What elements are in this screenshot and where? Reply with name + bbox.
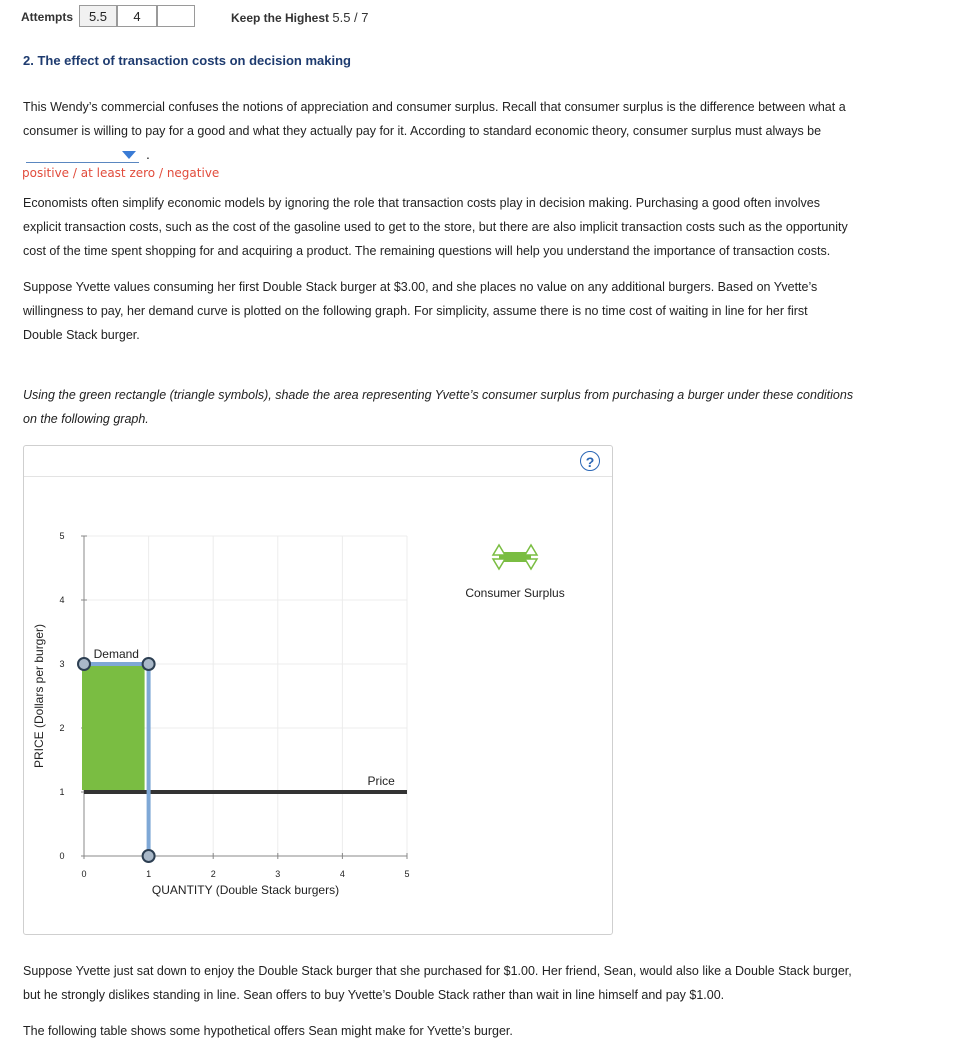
help-icon[interactable]: ?: [580, 451, 600, 471]
graph-panel: [23, 445, 613, 935]
keep-label: Keep the Highest: [231, 11, 330, 25]
triangle-handle-icon: [493, 559, 505, 569]
attempt-empty-box: [157, 5, 195, 27]
paragraph-line: consumer is willing to pay for a good and what they actually pay for it. According to standard economic theory, consumer surplus must always be: [23, 124, 822, 138]
paragraph-line: but he strongly dislikes standing in line. Sean offers to buy Yvette’s Double Stack rather than wait in line himself and pay $1.00.: [23, 988, 725, 1002]
y-tick-label: 3: [59, 659, 65, 669]
x-tick-label: 3: [275, 869, 281, 879]
paragraph-line: This Wendy’s commercial confuses the notions of appreciation and consumer surplus. Recall that consumer surplus is the difference between what a: [23, 100, 846, 114]
paragraph-4: [23, 959, 939, 1007]
x-tick-label: 4: [339, 869, 345, 879]
triangle-handle-icon: [525, 545, 537, 555]
paragraph-line: Double Stack burger.: [23, 328, 140, 342]
paragraph-1: [23, 95, 939, 143]
y-axis-title: PRICE (Dollars per burger): [32, 623, 46, 769]
paragraph-3: [23, 275, 939, 347]
demand-label: Demand: [93, 647, 139, 661]
x-tick-label: 5: [404, 869, 410, 879]
instruction-line: Using the green rectangle (triangle symbols), shade the area representing Yvette’s consumer surplus from purchasing a burger under these conditions: [23, 388, 854, 402]
keep-highest: [231, 10, 369, 25]
attempts-label: Attempts: [21, 10, 74, 24]
paragraph-5: The following table shows some hypothetical offers Sean might make for Yvette’s burger.: [23, 1024, 513, 1038]
x-tick-label: 1: [146, 869, 152, 879]
instruction: [23, 383, 939, 431]
x-axis-title: QUANTITY (Double Stack burgers): [151, 883, 340, 897]
instruction-line: on the following graph.: [23, 412, 149, 426]
demand-point: [143, 658, 155, 670]
triangle-handle-icon: [525, 559, 537, 569]
consumer-surplus-area: [82, 664, 145, 790]
surplus-dropdown[interactable]: [26, 146, 139, 163]
y-tick-label: 5: [59, 531, 65, 541]
question-title: 2. The effect of transaction costs on decision making: [23, 53, 351, 68]
paragraph-2: [23, 191, 939, 263]
chevron-down-icon: [122, 151, 136, 159]
paragraph-line: Suppose Yvette just sat down to enjoy the Double Stack burger that she purchased for $1.00. Her friend, Sean, would also like a Double Stack burger,: [23, 964, 852, 978]
paragraph-line: Suppose Yvette values consuming her first Double Stack burger at $3.00, and she places no value on any additional burgers. Based on Yvette’s: [23, 280, 818, 294]
paragraph-line: Economists often simplify economic models by ignoring the role that transaction costs play in decision making. Purchasing a good often involves: [23, 196, 820, 210]
y-tick-label: 2: [59, 723, 65, 733]
paragraph-line: cost of the time spent shopping for and acquiring a product. The remaining questions will help you understand the importance of transaction costs.: [23, 244, 831, 258]
demand-point: [143, 850, 155, 862]
supply-demand-chart: [24, 446, 614, 936]
x-tick-label: 0: [81, 869, 87, 879]
demand-point: [78, 658, 90, 670]
x-tick-label: 2: [210, 869, 216, 879]
paragraph-line: explicit transaction costs, such as the cost of the gasoline used to get to the store, but there are also implicit transaction costs such as the opportunity: [23, 220, 848, 234]
y-tick-label: 1: [59, 787, 65, 797]
y-tick-label: 4: [59, 595, 65, 605]
triangle-handle-icon: [493, 545, 505, 555]
attempt-count-box: 4: [117, 5, 157, 27]
dropdown-options-hint: positive / at least zero / negative: [22, 166, 220, 180]
score-box: 5.5: [79, 5, 117, 27]
keep-value: 5.5 / 7: [332, 10, 369, 25]
sentence-period: .: [146, 146, 150, 162]
price-line-label: Price: [367, 774, 395, 788]
y-tick-label: 0: [59, 851, 65, 861]
paragraph-line: willingness to pay, her demand curve is plotted on the following graph. For simplicity, assume there is no time cost of waiting in line for her first: [23, 304, 808, 318]
legend-label: Consumer Surplus: [465, 586, 565, 600]
